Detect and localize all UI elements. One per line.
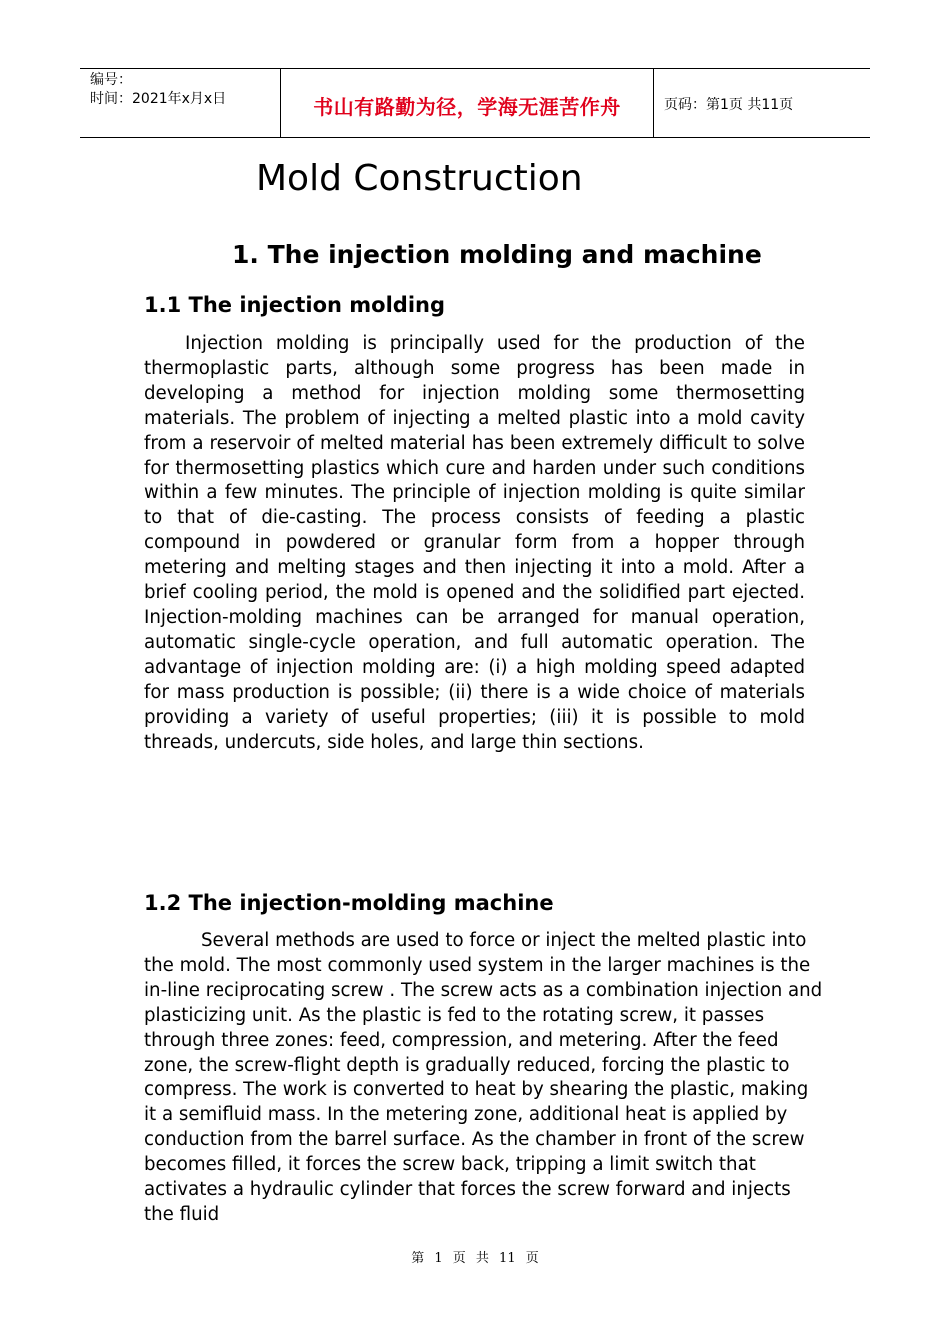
section-body-1-1: Injection molding is principally used for the production of the thermoplastic parts, although some progress has been made in developing a method for injection molding some thermosetting materials. The problem of injecting a melted plastic into a mold cavity from a reservoir of melted material has been extremely difficult to solve for thermosetting plastics which cure and harden under such conditions within a few minutes. The principle of injection molding is quite similar to that of die-casting. The process consists of feeding a plastic compound in powdered or granular form from a hopper through metering and melting stages and then injecting it into a mold. After a brief cooling period, the mold is opened and the solidified part ejected. Injection-molding machines can be arranged for manual operation, automatic single-cycle operation, and full automatic operation. The advantage of injection molding are: (i) a high molding speed adapted for mass production is possible; (ii) there is a wide choice of materials providing a variety of useful properties; (iii) it is possible to mold threads, undercuts, side holes, and large thin sections. xyxy=(144,333,805,753)
header-page-info: 页码：第1页 共11页 xyxy=(664,97,794,113)
header-meta xyxy=(80,69,281,137)
document-header xyxy=(80,68,870,138)
section-title-1-2: 1.2 The injection-molding machine xyxy=(144,891,554,915)
header-motto: 书山有路勤为径，学海无涯苦作舟 xyxy=(281,69,654,137)
chapter-title: 1. The injection molding and machine xyxy=(232,240,762,269)
section-title-1-1: 1.1 The injection molding xyxy=(144,293,446,317)
document-title: Mold Construction xyxy=(256,158,583,199)
page-footer: 第 1 页 共 11 页 xyxy=(411,1251,539,1266)
date-label: 时间：2021年x月x日 xyxy=(90,91,227,107)
number-label: 编号： xyxy=(90,72,132,88)
section-body-1-2: Several methods are used to force or inject the melted plastic into the mold. The most commonly used system in the larger machines is the in-line reciprocating screw . The screw acts as a combination injection and plasticizing unit. As the plastic is fed to the rotating screw, it passes through three zones: feed, compression, and metering. After the feed zone, the screw-flight depth is gradually reduced, forcing the plastic to compress. The work is converted to heat by shearing the plastic, making it a semifluid mass. In the metering zone, additional heat is applied by conduction from the barrel surface. As the chamber in front of the screw becomes filled, it forces the screw back, tripping a limit switch that activates a hydraulic cylinder that forces the screw forward and injects the fluid xyxy=(144,930,823,1225)
